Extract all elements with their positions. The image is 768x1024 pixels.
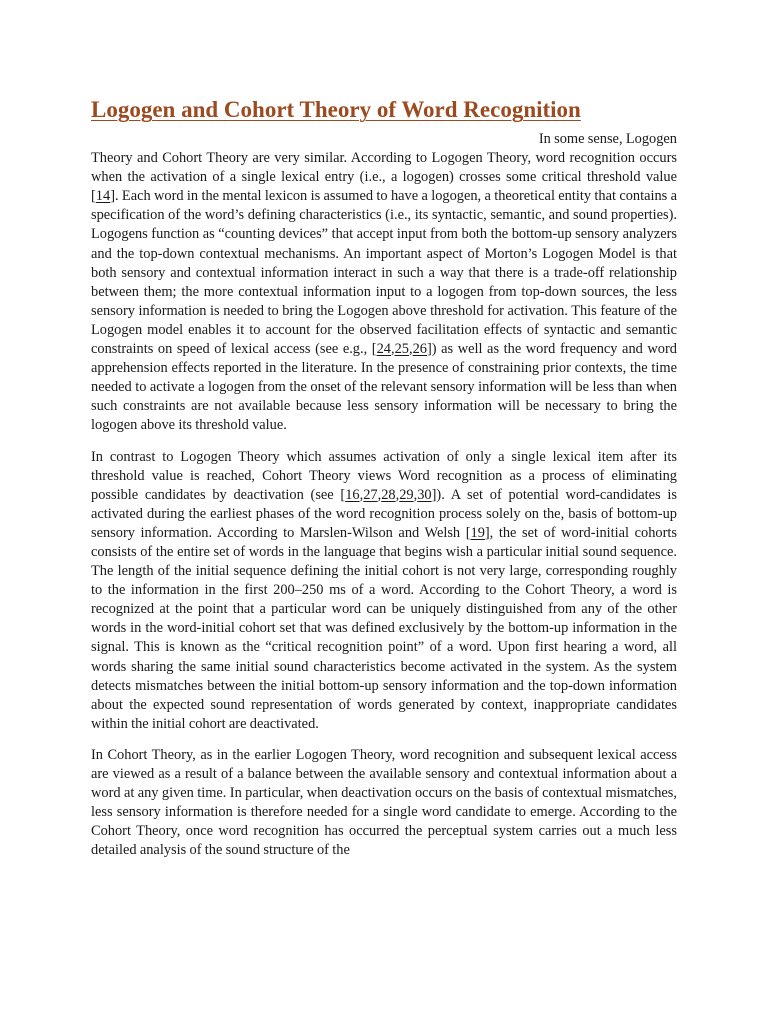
document-page xyxy=(91,96,677,872)
citation-link[interactable]: 28 xyxy=(381,486,396,503)
paragraph-balance xyxy=(91,746,677,861)
citation-link[interactable]: 26 xyxy=(412,341,427,358)
paragraph-text: ], the set of word-initial cohorts consists of the entire set of words in the language that begins wish a particular initial sound sequence. The length of the initial sequence defining the initial cohort is not very large, corresponding roughly to the information in the first 200–250 ms of a word. According to the Cohort Theory, a word is recognized at the point that a particular word can be uniquely distinguished from any of the other words in the word-initial cohort set that was defined exclusively by the bottom-up information in the signal. This is known as the “critical recognition point” of a word. Upon first hearing a word, all words sharing the same initial sound characteristics become activated in the system. As the system detects mismatches between the initial bottom-up sensory information and the top-down information about the expected sound representation of words generated by context, inappropriate candidates within the initial cohort are deactivated. xyxy=(91,524,677,732)
citation-link[interactable]: 27 xyxy=(363,486,378,503)
paragraph-text: In contrast to Logogen Theory which assumes activation of only a single lexical item after its threshold value is reached, Cohort Theory views Word recognition as a process of eliminating possible candidates by deactivation (see [ xyxy=(91,448,677,503)
citation-link[interactable]: 24 xyxy=(376,341,391,358)
citation-link[interactable]: 14 xyxy=(95,188,111,205)
paragraph-text: ]). A set of potential word-candidates is activated during the earliest phases of the word recognition process solely on the, basis of bottom-up sensory information. According to Marslen-Wilson and Welsh [ xyxy=(91,486,677,541)
citation-link[interactable]: 19 xyxy=(470,524,485,541)
paragraph-text: Theory and Cohort Theory are very similar. According to Logogen Theory, word recognition occurs when the activation of a single lexical entry (i.e., a logogen) crosses some critical threshold value [ xyxy=(91,150,677,205)
document-title: Logogen and Cohort Theory of Word Recognition xyxy=(91,97,581,122)
paragraph-text: ]. Each word in the mental lexicon is assumed to have a logogen, a theoretical entity that contains a specification of the word’s defining characteristics (i.e., its syntactic, semantic, and sound properties). Logogens function as “counting devices” that accept input from both the bottom-up sensory analyzers and the top-down contextual mechanisms. An important aspect of Morton’s Logogen Model is that both sensory and contextual information interact in such a way that there is a trade-off relationship between them; the more contextual information input to a logogen from top-down sources, the less sensory information is needed to bring the Logogen above threshold for activation. This feature of the Logogen model enables it to account for the observed facilitation effects of syntactic and semantic constraints on speed of lexical access (see e.g., [ xyxy=(91,188,677,358)
citation-link[interactable]: 30 xyxy=(417,486,432,503)
paragraph-text: In Cohort Theory, as in the earlier Logogen Theory, word recognition and subsequent lexical access are viewed as a result of a balance between the available sensory and contextual information about a word at any given time. In particular, when deactivation occurs on the basis of contextual mismatches, less sensory information is therefore needed for a single word candidate to emerge. According to the Cohort Theory, once word recognition has occurred the perceptual system carries out a much less detailed analysis of the sound structure of the xyxy=(91,746,677,859)
citation-link[interactable]: 25 xyxy=(394,341,409,358)
paragraph-cohort: In contrast to Logogen Theory which assumes activation of only a single lexical item after its threshold value is reached, Cohort Theory views Word recognition as a process of eliminating possible candidates by deactivation (see [16,27,28,29,30]). A set of potential word-candidates is activated during the earliest phases of the word recognition process solely on the, basis of bottom-up sensory information. According to Marslen-Wilson and Welsh [19], the set of word-initial cohorts consists of the entire set of words in the language that begins wish a particular initial sound sequence. The length of the initial sequence defining the initial cohort is not very large, corresponding roughly to the information in the first 200–250 ms of a word. According to the Cohort Theory, a word is recognized at the point that a particular word can be uniquely distinguished from any of the other words in the word-initial cohort set that was defined exclusively by the bottom-up information in the signal. This is known as the “critical recognition point” of a word. Upon first hearing a word, all words sharing the same initial sound characteristics become activated in the system. As the system detects mismatches between the initial bottom-up sensory information and the top-down information about the expected sound representation of words generated by context, inappropriate candidates within the initial cohort are deactivated. xyxy=(91,448,677,732)
paragraph-intro: In some sense, Logogen xyxy=(538,131,677,147)
paragraph-logogen: In some sense, Logogen Theory and Cohort Theory are very similar. According to Logogen Theory, word recognition occurs when the activation of a single lexical entry (i.e., a logogen) crosses some critical threshold value [14]. Each word in the mental lexicon is assumed to have a logogen, a theoretical entity that contains a specification of the word’s defining characteristics (i.e., its syntactic, semantic, and sound properties). Logogens function as “counting devices” that accept input from both the bottom-up sensory analyzers and the top-down contextual mechanisms. An important aspect of Morton’s Logogen Model is that both sensory and contextual information interact in such a way that there is a trade-off relationship between them; the more contextual information input to a logogen from top-down sources, the less sensory information is needed to bring the Logogen above threshold for activation. This feature of the Logogen model enables it to account for the observed facilitation effects of syntactic and semantic constraints on speed of lexical access (see e.g., [24,25,26]) as well as the word frequency and word apprehension effects reported in the literature. In the presence of constraining prior contexts, the time needed to activate a logogen from the onset of the relevant sensory information will be less than when such constraints are not available because less sensory information will be necessary to bring the logogen above its threshold value. xyxy=(91,131,677,434)
citation-link[interactable]: 29 xyxy=(399,486,414,503)
paragraph-text: ]) as well as the word frequency and word apprehension effects reported in the literature. In the presence of constraining prior contexts, the time needed to activate a logogen from the onset of the relevant sensory information will be less than when such constraints are not available because less sensory information will be necessary to bring the logogen above its threshold value. xyxy=(91,341,677,434)
citation-link[interactable]: 16 xyxy=(345,486,360,503)
